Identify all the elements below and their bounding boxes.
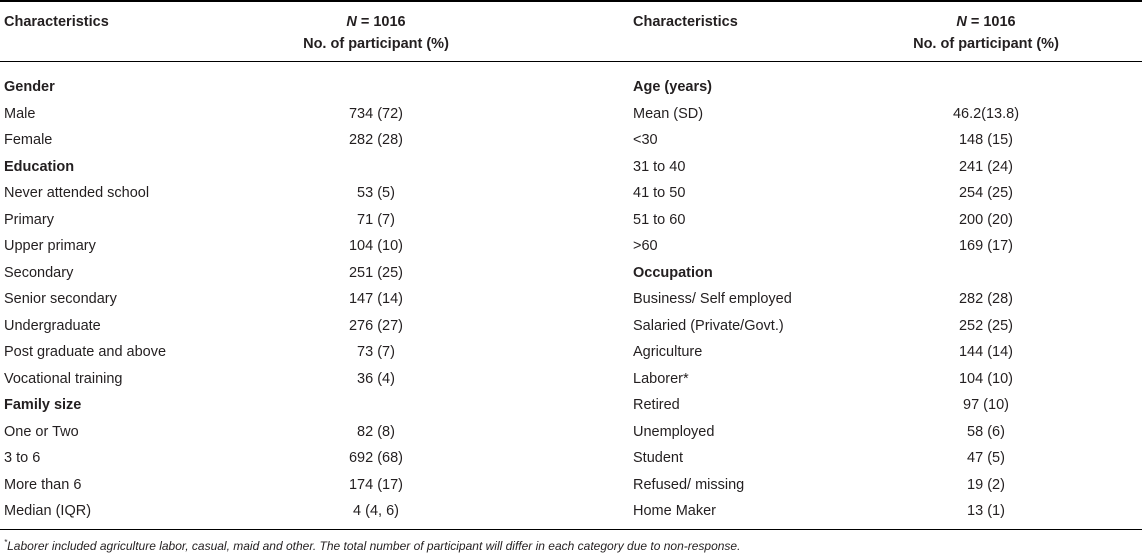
row-value: 282 (28)	[348, 132, 403, 148]
header-n-left	[246, 11, 506, 55]
row-value: 200 (20)	[958, 211, 1013, 228]
header-n-value: = 1016	[356, 14, 406, 30]
row-value: 47 (5)	[967, 450, 1005, 466]
table-row	[633, 498, 1138, 525]
row-label: Primary	[4, 211, 54, 228]
row-value: 82 (8)	[357, 423, 395, 440]
row-label: Undergraduate	[4, 317, 101, 334]
header-n-symbol: N	[346, 14, 357, 30]
table-row	[633, 154, 1138, 181]
table-row	[633, 207, 1138, 234]
row-label: Home Maker	[633, 503, 716, 519]
section-header-row	[4, 154, 604, 181]
table-row	[4, 233, 604, 260]
row-value: 174 (17)	[348, 476, 403, 493]
row-label: Female	[4, 132, 53, 148]
row-value: 148 (15)	[958, 132, 1013, 148]
row-value: 144 (14)	[958, 344, 1013, 360]
row-value: 252 (25)	[958, 317, 1013, 334]
section-header-row	[633, 260, 1138, 287]
row-label: Upper primary	[4, 238, 96, 254]
row-label: Student	[633, 450, 683, 466]
row-value: 53 (5)	[357, 185, 395, 201]
section-label: Occupation	[633, 264, 713, 281]
section-label: Education	[4, 158, 75, 175]
header-n-value: = 1016	[966, 14, 1016, 30]
table-row	[4, 472, 604, 499]
row-label: Refused/ missing	[633, 476, 745, 493]
row-value: 692 (68)	[348, 450, 403, 466]
table-row	[633, 286, 1138, 313]
row-label: Senior secondary	[4, 291, 117, 307]
table-top-rule	[0, 0, 1142, 2]
row-value: 13 (1)	[967, 503, 1005, 519]
row-value: 71 (7)	[357, 211, 395, 228]
table-row	[633, 392, 1138, 419]
table-row	[4, 366, 604, 393]
table-row	[4, 419, 604, 446]
row-value: 73 (7)	[357, 344, 395, 360]
row-value: 276 (27)	[348, 317, 403, 334]
table-row	[4, 445, 604, 472]
table-row	[633, 445, 1138, 472]
table-row	[633, 419, 1138, 446]
row-label: More than 6	[4, 476, 82, 493]
table-row	[633, 101, 1138, 128]
row-value: 4 (4, 6)	[353, 503, 399, 519]
row-label: Laborer*	[633, 370, 689, 387]
header-n-symbol: N	[956, 14, 967, 30]
row-value: 104 (10)	[958, 370, 1013, 387]
row-label: Unemployed	[633, 423, 715, 440]
row-label: Agriculture	[633, 344, 703, 360]
table-row	[633, 233, 1138, 260]
row-label: 3 to 6	[4, 450, 41, 466]
row-value: 104 (10)	[348, 238, 403, 254]
table-bottom-rule	[0, 529, 1142, 530]
footnote-text: Laborer included agriculture labor, casual, maid and other. The total number of participant will differ in each category due to non-response.	[7, 539, 741, 553]
header-participants-label: No. of participant (%)	[913, 36, 1059, 52]
table-row	[4, 101, 604, 128]
table-row	[4, 498, 604, 525]
row-label: <30	[633, 132, 658, 148]
section-label: Gender	[4, 79, 55, 95]
table-row	[633, 127, 1138, 154]
row-label: 51 to 60	[633, 211, 686, 228]
row-label: One or Two	[4, 423, 79, 440]
row-value: 147 (14)	[348, 291, 403, 307]
table-row	[4, 286, 604, 313]
row-value: 169 (17)	[958, 238, 1013, 254]
row-label: Post graduate and above	[4, 344, 167, 360]
header-characteristics-left: Characteristics	[4, 14, 109, 30]
row-label: Mean (SD)	[633, 105, 704, 122]
header-n-right	[856, 11, 1116, 55]
row-label: Vocational training	[4, 370, 123, 387]
row-label: Male	[4, 105, 36, 122]
table-row	[4, 313, 604, 340]
table-row	[633, 366, 1138, 393]
row-label: Secondary	[4, 264, 74, 281]
header-participants-label: No. of participant (%)	[303, 36, 449, 52]
row-label: Salaried (Private/Govt.)	[633, 317, 784, 334]
table-row	[4, 127, 604, 154]
row-value: 282 (28)	[958, 291, 1013, 307]
table-row	[633, 339, 1138, 366]
footnote-marker: *	[4, 538, 8, 547]
row-label: Business/ Self employed	[633, 291, 792, 307]
table-footnote	[4, 538, 740, 554]
table-row	[4, 180, 604, 207]
row-value: 254 (25)	[958, 185, 1013, 201]
table-row	[4, 339, 604, 366]
row-value: 241 (24)	[958, 158, 1013, 175]
section-header-row	[633, 74, 1138, 101]
table-header-rule	[0, 61, 1142, 62]
section-header-row	[4, 74, 604, 101]
row-value: 734 (72)	[348, 105, 403, 122]
table-row	[633, 313, 1138, 340]
row-value: 58 (6)	[967, 423, 1005, 440]
row-value: 19 (2)	[967, 476, 1005, 493]
row-value: 251 (25)	[348, 264, 403, 281]
section-label: Age (years)	[633, 79, 712, 95]
row-label: Retired	[633, 397, 680, 413]
row-label: Never attended school	[4, 185, 150, 201]
row-label: 41 to 50	[633, 185, 686, 201]
table-row	[4, 260, 604, 287]
header-characteristics-right: Characteristics	[633, 14, 738, 30]
table-row	[633, 472, 1138, 499]
row-value: 46.2(13.8)	[952, 105, 1020, 122]
table-row	[4, 207, 604, 234]
section-label: Family size	[4, 397, 82, 413]
table-row	[633, 180, 1138, 207]
row-label: 31 to 40	[633, 158, 686, 175]
section-header-row	[4, 392, 604, 419]
row-value: 97 (10)	[963, 397, 1009, 413]
row-label: >60	[633, 238, 658, 254]
row-label: Median (IQR)	[4, 503, 92, 519]
row-value: 36 (4)	[357, 370, 395, 387]
